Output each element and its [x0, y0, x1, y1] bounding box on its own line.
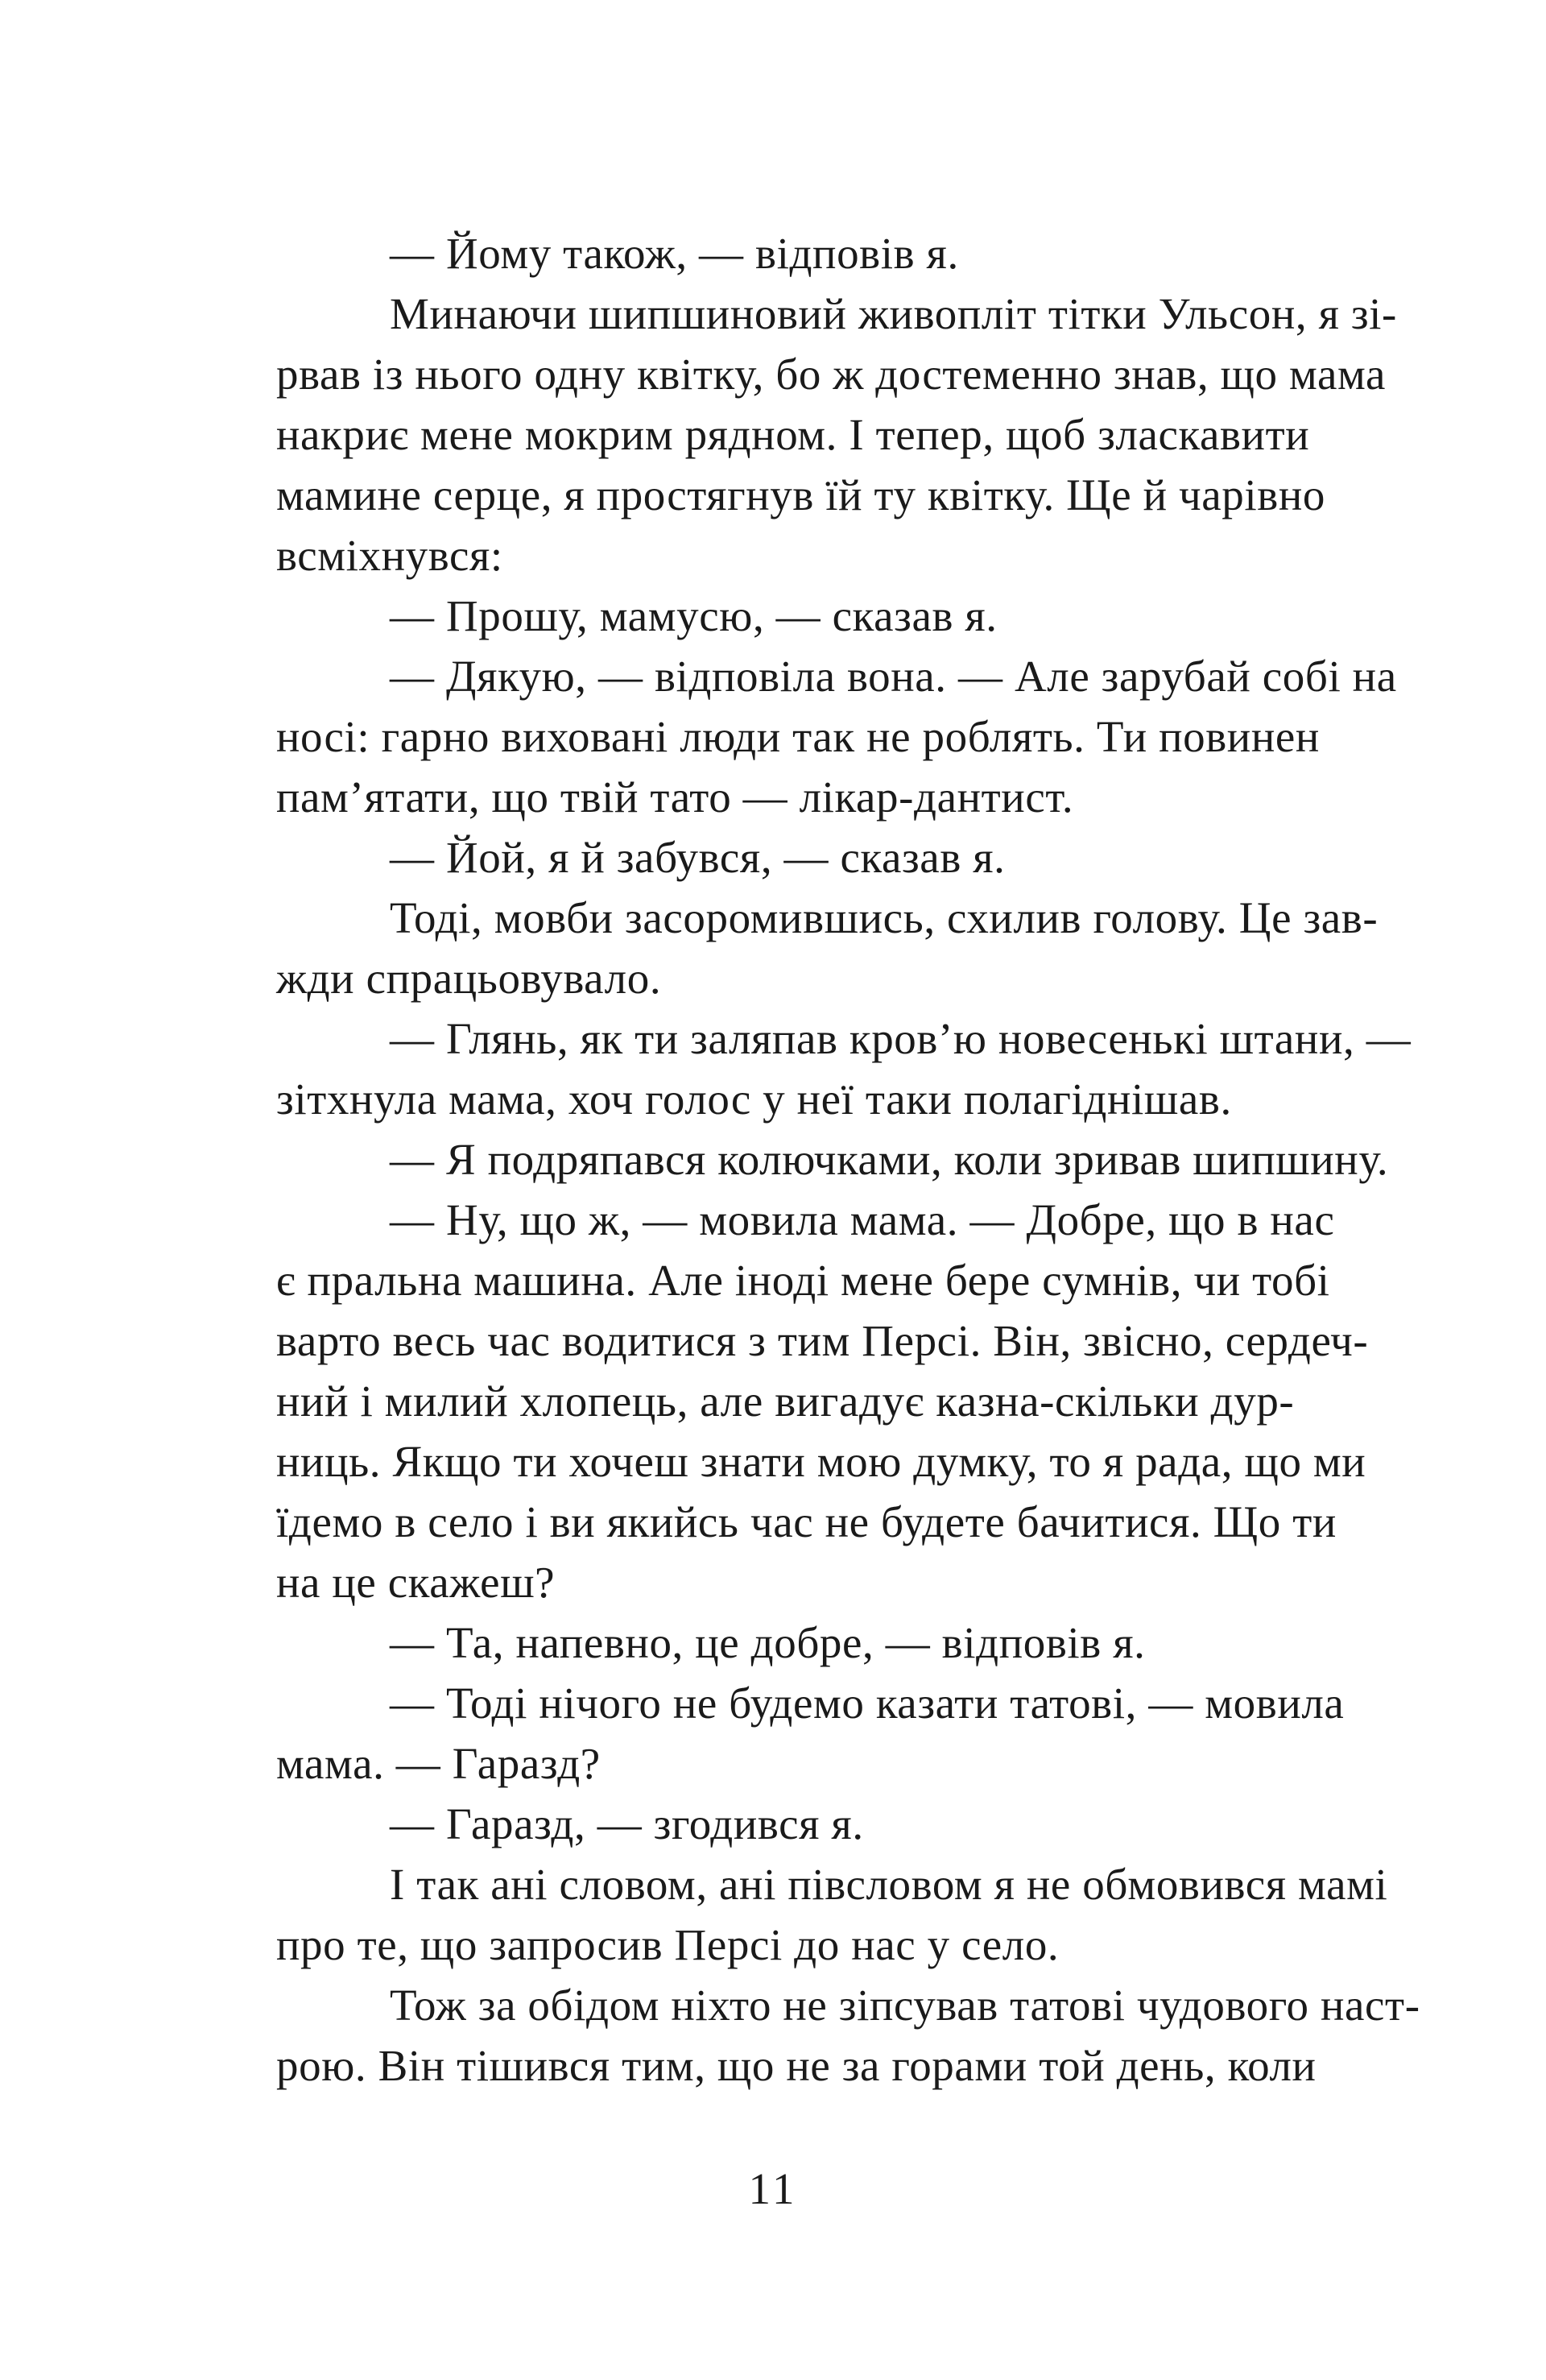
text-line: накриє мене мокрим рядном. І тепер, щоб зласкавити	[276, 410, 1310, 459]
text-line: — Йому також, — відповів я.	[390, 229, 959, 278]
text-line: — Я подряпався колючками, коли зривав шипшину.	[390, 1135, 1389, 1184]
text-line: мама. — Гаразд?	[276, 1739, 601, 1788]
text-line: жди спрацьовувало.	[276, 954, 662, 1003]
text-line: — Йой, я й забувся, — сказав я.	[390, 833, 1006, 882]
text-line: — Тоді нічого не будемо казати татові, — мовила	[390, 1678, 1345, 1728]
text-line: — Дякую, — відповіла вона. — Але зарубай собі на	[390, 652, 1397, 701]
text-line: мамине серце, я простягнув їй ту квітку. Ще й чарівно	[276, 470, 1325, 519]
text-line: всміхнувся:	[276, 531, 503, 580]
text-line: ниць. Якщо ти хочеш знати мою думку, то я рада, що ми	[276, 1437, 1366, 1486]
text-line: І так ані словом, ані півсловом я не обмовився мамі	[390, 1860, 1388, 1909]
text-line: на це скажеш?	[276, 1558, 556, 1607]
text-line: є пральна машина. Але іноді мене бере сумнів, чи тобі	[276, 1256, 1330, 1305]
text-line: зітхнула мама, хоч голос у неї таки полагіднішав.	[276, 1074, 1232, 1124]
page-number: 11	[748, 2164, 798, 2213]
text-line: їдемо в село і ви якийсь час не будете бачитися. Що ти	[276, 1497, 1337, 1546]
text-line: — Гаразд, — згодився я.	[390, 1799, 864, 1848]
text-line: рвав із нього одну квітку, бо ж достеменно знав, що мама	[276, 350, 1387, 399]
text-line: рою. Він тішився тим, що не за горами той день, коли	[276, 2041, 1317, 2090]
text-line: про те, що запросив Персі до нас у село.	[276, 1920, 1060, 1969]
text-line: ний і милий хлопець, але вигадує казна-скільки дур-	[276, 1376, 1295, 1426]
text-line: — Глянь, як ти заляпав кров’ю новесенькі штани, —	[390, 1014, 1412, 1063]
text-line: носі: гарно виховані люди так не роблять. Ти повинен	[276, 712, 1320, 761]
text-line: пам’ятати, що твій тато — лікар-дантист.	[276, 772, 1074, 822]
text-line: — Та, напевно, це добре, — відповів я.	[390, 1618, 1146, 1667]
text-line: Тож за обідом ніхто не зіпсував татові чудового наст-	[390, 1981, 1420, 2030]
text-line: — Прошу, мамусю, — сказав я.	[390, 591, 998, 640]
text-line: — Ну, що ж, — мовила мама. — Добре, що в нас	[390, 1195, 1335, 1244]
body-text	[276, 223, 1420, 2096]
text-line: Тоді, мовби засоромившись, схилив голову. Це зав-	[390, 893, 1379, 942]
text-line: варто весь час водитися з тим Персі. Він, звісно, сердеч-	[276, 1316, 1369, 1365]
text-line: Минаючи шипшиновий живопліт тітки Ульсон, я зі-	[390, 289, 1397, 338]
